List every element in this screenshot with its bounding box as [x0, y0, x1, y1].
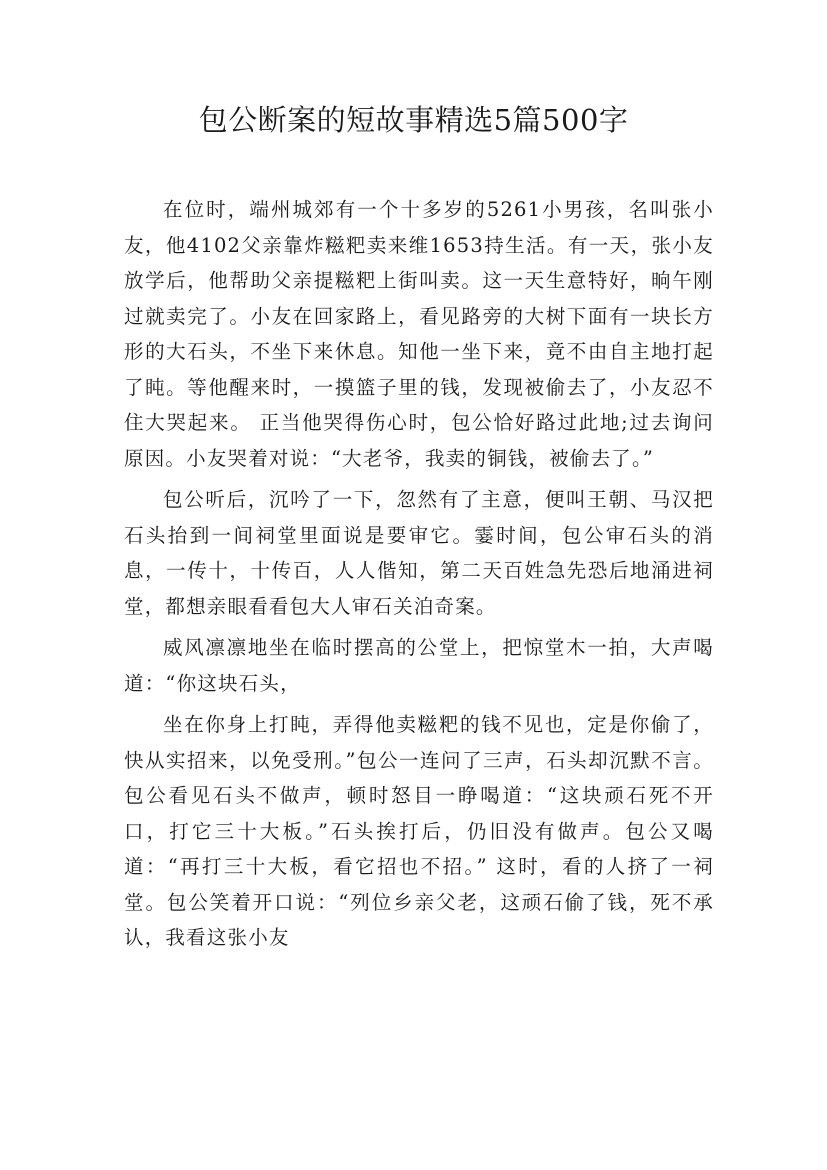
document-title: 包公断案的短故事精选5篇500字 — [198, 103, 629, 137]
paragraph-1: 在位时，端州城郊有一个十多岁的5261小男孩，名叫张小友，他4102父亲靠炸糍粑卖来维1653持生活。有一天，张小友放学后，他帮助父亲提糍粑上街叫卖。这一天生意特好，晌午刚过就卖完了。小友在回家路上，看见路旁的大树下面有一块长方形的大石头，不坐下来休息。知他一坐下来，竟不由自主地打起了盹。等他醒来时，一摸篮子里的钱，发现被偷去了，小友忍不住大哭起来。 正当他哭得伤心时，包公恰好路过此地;过去询问原因。小友哭着对说：“大老爷，我卖的铜钱，被偷去了。” — [124, 198, 714, 470]
paragraph-4: 坐在你身上打盹，弄得他卖糍粑的钱不见也，定是你偷了，快从实招来，以免受刑。”包公一连问了三声，石头却沉默不言。包公看见石头不做声，顿时怒目一睁喝道：“这块顽石死不开口，打它三十大板。”石头挨打后，仍旧没有做声。包公又喝道：“再打三十大板，看它招也不招。” 这时，看的人挤了一祠堂。包公笑着开口说：“列位乡亲父老，这顽石偷了钱，死不承认，我看这张小友 — [124, 713, 714, 949]
paragraph-3: 威风凛凛地坐在临时摆高的公堂上，把惊堂木一拍，大声喝道：“你这块石头， — [124, 636, 714, 695]
document-body — [124, 192, 714, 962]
paragraph-2: 包公听后，沉吟了一下，忽然有了主意，便叫王朝、马汉把石头抬到一间祠堂里面说是要审它。霎时间，包公审石头的消息，一传十，十传百，人人偕知，第二天百姓急先恐后地涌进祠堂，都想亲眼看看包大人审石关泊奇案。 — [124, 488, 714, 618]
